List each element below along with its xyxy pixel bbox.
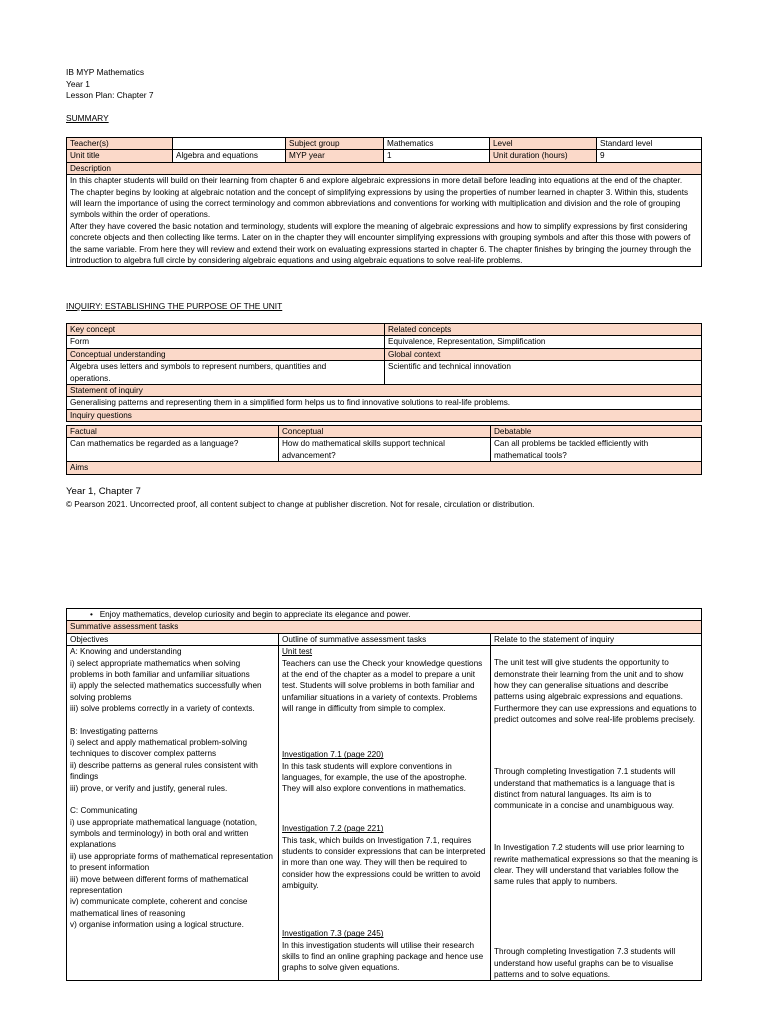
unit-test-title: Unit test bbox=[282, 647, 313, 657]
subject-group-label: Subject group bbox=[286, 138, 384, 150]
header-lesson-plan: Lesson Plan: Chapter 7 bbox=[66, 90, 154, 100]
summary-table bbox=[66, 137, 702, 267]
conceptual-understanding-label: Conceptual understanding bbox=[67, 348, 385, 360]
unit-duration-label: Unit duration (hours) bbox=[490, 150, 597, 162]
objective-b-title: B: Investigating patterns bbox=[70, 726, 158, 736]
relate-investigation-7-2: In Investigation 7.2 students will use prior learning to rewrite mathematical expressions so that the meaning is clear. They will understand that variables follow the same rules that apply to numbers. bbox=[494, 843, 698, 887]
objective-a-title: A: Knowing and understanding bbox=[70, 647, 182, 657]
subject-group-value: Mathematics bbox=[384, 138, 490, 150]
inquiry-questions-table bbox=[66, 425, 702, 475]
statement-of-inquiry-value: Generalising patterns and representing them in a simplified form helps us to find innovative solutions to real-life problems. bbox=[67, 397, 702, 409]
objective-c bbox=[70, 805, 275, 930]
outline-label: Outline of summative assessment tasks bbox=[279, 633, 491, 645]
aim-bullet: • Enjoy mathematics, develop curiosity and begin to appreciate its elegance and power. bbox=[90, 610, 411, 619]
objective-b bbox=[70, 726, 275, 794]
assessment-table bbox=[66, 608, 702, 981]
objective-c-title: C: Communicating bbox=[70, 806, 138, 816]
document-header bbox=[66, 67, 154, 102]
relate-investigation-7-3: Through completing Investigation 7.3 students will understand how useful graphs can be to visualise patterns and to solve equations. bbox=[494, 947, 676, 980]
myp-year-value: 1 bbox=[384, 150, 490, 162]
unit-duration-value: 9 bbox=[597, 150, 702, 162]
objectives-cell bbox=[67, 646, 279, 981]
level-value: Standard level bbox=[597, 138, 702, 150]
page-footer-chapter: Year 1, Chapter 7 bbox=[66, 486, 141, 497]
investigation-7-3-title: Investigation 7.3 (page 245) bbox=[282, 929, 384, 939]
global-context-value: Scientific and technical innovation bbox=[385, 361, 702, 385]
objective-c-5: v) organise information using a logical structure. bbox=[70, 920, 244, 930]
description-cell bbox=[67, 175, 702, 267]
objectives-label: Objectives bbox=[67, 633, 279, 645]
inquiry-heading: INQUIRY: ESTABLISHING THE PURPOSE OF THE UNIT bbox=[66, 301, 283, 311]
investigation-7-1-title: Investigation 7.1 (page 220) bbox=[282, 750, 384, 760]
header-course: IB MYP Mathematics bbox=[66, 67, 145, 77]
unit-test-text: Teachers can use the Check your knowledge questions at the end of the chapter as a model to prepare a unit test. Students will solve problems in both familiar and unfamiliar situations in a variety of contexts. Problems will range in difficulty from simple to complex. bbox=[282, 658, 483, 714]
teacher-value bbox=[173, 138, 286, 150]
key-concept-value: Form bbox=[67, 336, 385, 348]
objective-b-3: iii) prove, or verify and justify, general rules. bbox=[70, 783, 228, 793]
investigation-7-3-text: In this investigation students will utilise their research skills to find an online graphing package and hence use graphs to solve given equations. bbox=[282, 940, 484, 973]
objective-b-1: i) select and apply mathematical problem-solving techniques to discover complex patterns bbox=[70, 738, 248, 759]
global-context-label: Global context bbox=[385, 348, 702, 360]
summary-heading: SUMMARY bbox=[66, 113, 109, 123]
description-paragraph-2: After they have covered the basic notation and terminology, students will explore the meaning of algebraic expressions and how to simplify expressions by first considering concrete objects and then collecting like terms. Later on in the chapter they will encounter simplifying expressions with grouping symbols and after this those with powers of the same variable. From here they will review and extend their work on evaluating expressions started in chapter 6. The chapter finishes by bringing the journey through the introduction to algebra full circle by considering algebraic equations and using algebraic equations to solve real-life problems. bbox=[70, 221, 692, 266]
objective-a-2: ii) apply the selected mathematics successfully when solving problems bbox=[70, 681, 262, 702]
objective-c-1: i) use appropriate mathematical language (notation, symbols and terminology) in both oral and written explanations bbox=[70, 817, 258, 850]
investigation-7-2-block bbox=[282, 823, 487, 928]
teacher-label: Teacher(s) bbox=[67, 138, 173, 150]
key-concept-label: Key concept bbox=[67, 324, 385, 336]
aim-bullet-text: Enjoy mathematics, develop curiosity and begin to appreciate its elegance and power. bbox=[99, 610, 411, 619]
objective-a-1: i) select appropriate mathematics when solving problems in both familiar and unfamiliar situations bbox=[70, 658, 250, 680]
relate-unit-test: The unit test will give students the opportunity to demonstrate their learning from the unit and to show how they can generalise situations and describe patterns using algebraic expressions and equations. Furthermore they can use expressions and equations to predict outcomes and solve real-life problems precisely. bbox=[494, 658, 697, 725]
description-paragraph-1: In this chapter students will build on their learning from chapter 6 and explore algebraic expressions in more detail before leading into equations at the end of the chapter. The chapter begins by looking at algebraic notation and the concept of simplifying expressions by using the properties of number learned in chapter 3. Within this, students will learn the importance of using the correct terminology and common abbreviations and conventions for working with multiplication and division and the role of grouping symbols within the order of operations. bbox=[70, 176, 689, 220]
related-concepts-label: Related concepts bbox=[385, 324, 702, 336]
objective-b-2: ii) describe patterns as general rules consistent with findings bbox=[70, 760, 258, 782]
relate-investigation-7-1: Through completing Investigation 7.1 students will understand that mathematics is a language that is distinct from natural languages. Its aim is to communicate in a concise and unambiguous way. bbox=[494, 767, 676, 811]
level-label: Level bbox=[490, 138, 597, 150]
objective-c-3: iii) move between different forms of mathematical representation bbox=[70, 874, 249, 895]
factual-question: Can mathematics be regarded as a language? bbox=[67, 438, 279, 462]
unit-test-block bbox=[282, 646, 487, 749]
inquiry-table bbox=[66, 323, 702, 422]
conceptual-label: Conceptual bbox=[279, 426, 491, 438]
investigation-7-1-block bbox=[282, 749, 487, 823]
relate-label: Relate to the statement of inquiry bbox=[491, 633, 702, 645]
investigation-7-3-block bbox=[282, 928, 487, 974]
objective-c-4: iv) communicate complete, coherent and concise mathematical lines of reasoning bbox=[70, 897, 248, 918]
description-label: Description bbox=[67, 162, 702, 174]
objective-c-2: ii) use appropriate forms of mathematical representation to present information bbox=[70, 851, 273, 873]
investigation-7-1-text: In this task students will explore conventions in languages, for example, the use of the apostrophe. They will also explore conventions in mathematics. bbox=[282, 761, 467, 794]
investigation-7-2-text: This task, which builds on Investigation 7.1, requires students to consider expressions that can be interpreted in more than one way. They will then be required to consider how the expressions could be written to avoid ambiguity. bbox=[282, 835, 486, 891]
inquiry-questions-label: Inquiry questions bbox=[67, 409, 702, 421]
myp-year-label: MYP year bbox=[286, 150, 384, 162]
objective-a-3: iii) solve problems correctly in a variety of contexts. bbox=[70, 704, 255, 714]
summative-assessment-label: Summative assessment tasks bbox=[67, 621, 702, 633]
debatable-question: Can all problems be tackled efficiently with mathematical tools? bbox=[491, 438, 702, 462]
conceptual-understanding-value: Algebra uses letters and symbols to represent numbers, quantities and operations. bbox=[67, 361, 385, 385]
related-concepts-value: Equivalence, Representation, Simplification bbox=[385, 336, 702, 348]
relate-cell bbox=[491, 646, 702, 981]
objective-a bbox=[70, 646, 275, 714]
unit-title-label: Unit title bbox=[67, 150, 173, 162]
factual-label: Factual bbox=[67, 426, 279, 438]
aims-label: Aims bbox=[67, 462, 702, 474]
conceptual-question: How do mathematical skills support technical advancement? bbox=[279, 438, 491, 462]
outline-cell bbox=[279, 646, 491, 981]
unit-title-value: Algebra and equations bbox=[173, 150, 286, 162]
header-year: Year 1 bbox=[66, 78, 90, 89]
aim-bullet-cell bbox=[67, 609, 702, 621]
statement-of-inquiry-label: Statement of inquiry bbox=[67, 385, 702, 397]
investigation-7-2-title: Investigation 7.2 (page 221) bbox=[282, 824, 384, 834]
page-footer-copyright: © Pearson 2021. Uncorrected proof, all content subject to change at publisher discretion. Not for resale, circulation or distribution. bbox=[66, 500, 535, 509]
debatable-label: Debatable bbox=[491, 426, 702, 438]
